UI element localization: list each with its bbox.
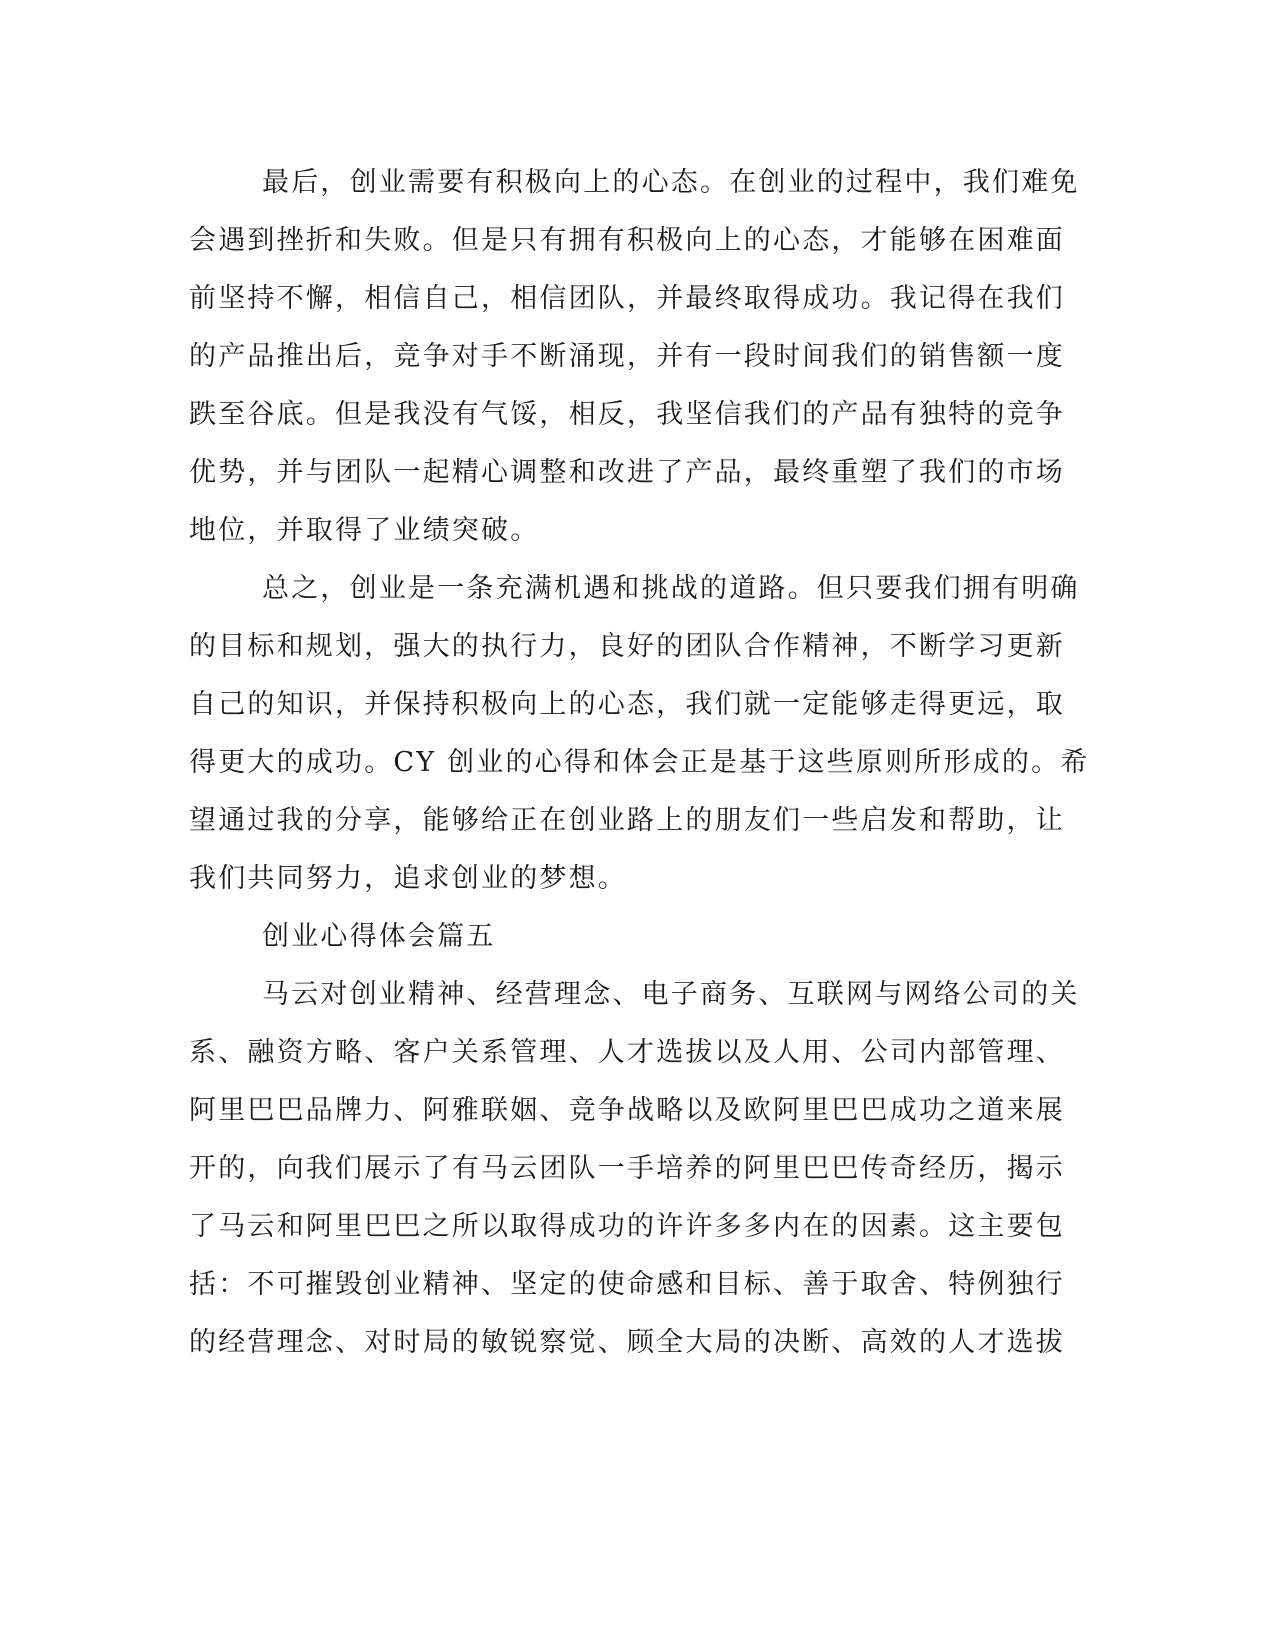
section-heading: 创业心得体会篇五	[262, 921, 496, 952]
paragraph-line: 开的，向我们展示了有马云团队一手培养的阿里巴巴传奇经历，揭示	[189, 1153, 1065, 1184]
paragraph-line: 跌至谷底。但是我没有气馁，相反，我坚信我们的产品有独特的竞争	[189, 399, 1065, 430]
paragraph-line: 会遇到挫折和失败。但是只有拥有积极向上的心态，才能够在困难面	[189, 225, 1065, 256]
paragraph-line: 望通过我的分享，能够给正在创业路上的朋友们一些启发和帮助，让	[189, 805, 1065, 836]
paragraph-line: 的产品推出后，竞争对手不断涌现，并有一段时间我们的销售额一度	[189, 341, 1065, 372]
paragraph-line: 最后，创业需要有积极向上的心态。在创业的过程中，我们难免	[262, 167, 1080, 198]
paragraph-line: 系、融资方略、客户关系管理、人才选拔以及人用、公司内部管理、	[189, 1037, 1065, 1068]
paragraph-line: 我们共同努力，追求创业的梦想。	[189, 863, 627, 894]
paragraph-line: 优势，并与团队一起精心调整和改进了产品，最终重塑了我们的市场	[189, 457, 1065, 488]
paragraph-line: 前坚持不懈，相信自己，相信团队，并最终取得成功。我记得在我们	[189, 283, 1065, 314]
paragraph-line: 马云对创业精神、经营理念、电子商务、互联网与网络公司的关	[262, 979, 1080, 1010]
paragraph-line: 的目标和规划，强大的执行力，良好的团队合作精神，不断学习更新	[189, 631, 1065, 662]
paragraph-line: 地位，并取得了业绩突破。	[189, 515, 540, 546]
paragraph-line: 总之，创业是一条充满机遇和挑战的道路。但只要我们拥有明确	[262, 573, 1080, 604]
paragraph-line: 自己的知识，并保持积极向上的心态，我们就一定能够走得更远，取	[189, 689, 1065, 720]
paragraph-line: 阿里巴巴品牌力、阿雅联姻、竞争战略以及欧阿里巴巴成功之道来展	[189, 1095, 1065, 1126]
paragraph-line: 了马云和阿里巴巴之所以取得成功的许许多多内在的因素。这主要包	[189, 1211, 1065, 1242]
paragraph-line: 括：不可摧毁创业精神、坚定的使命感和目标、善于取舍、特例独行	[189, 1269, 1065, 1300]
paragraph-line: 得更大的成功。CY 创业的心得和体会正是基于这些原则所形成的。希	[189, 747, 1090, 778]
paragraph-line: 的经营理念、对时局的敏锐察觉、顾全大局的决断、高效的人才选拔	[189, 1327, 1065, 1358]
